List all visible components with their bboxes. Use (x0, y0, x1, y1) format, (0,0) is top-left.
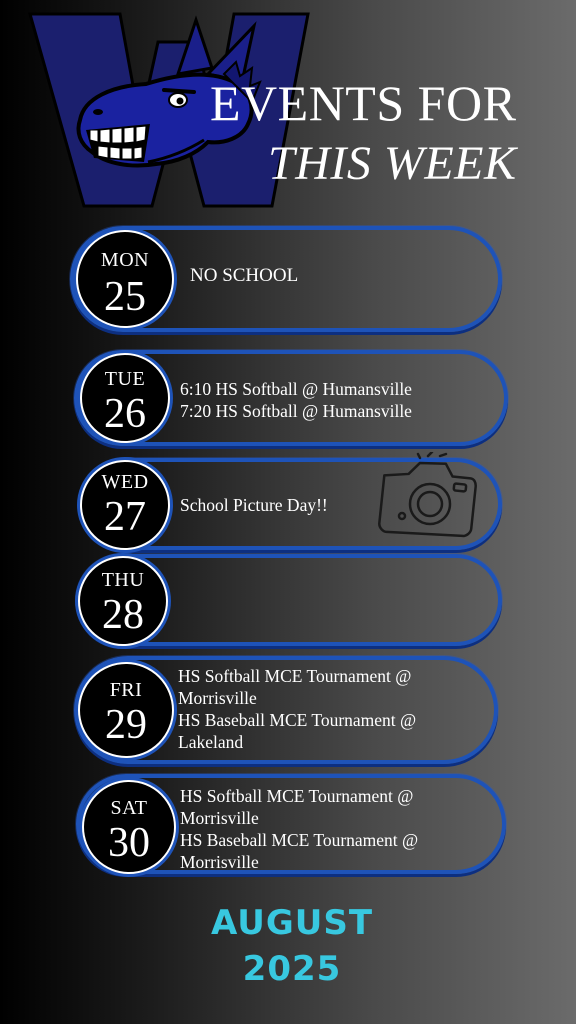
event-line: Morrisville (180, 852, 259, 872)
event-line: Morrisville (180, 808, 259, 828)
event-line: HS Baseball MCE Tournament @ (180, 830, 419, 850)
day-badge-sat (82, 780, 176, 874)
day-badge-mon (76, 230, 174, 328)
day-date-sat: 30 (108, 820, 150, 866)
day-date-tue: 26 (104, 391, 146, 437)
event-text-mon (190, 265, 298, 287)
day-date-wed: 27 (104, 494, 146, 540)
title-this-week: THIS WEEK (268, 137, 517, 190)
event-text-sat (180, 785, 418, 873)
event-text-tue (180, 378, 412, 422)
event-line: School Picture Day!! (180, 495, 328, 515)
day-name-sat: SAT (110, 797, 148, 819)
day-badge-thu (78, 556, 168, 646)
footer-month: AUGUST (210, 903, 374, 943)
title-events-for: EVENTS FOR (210, 75, 517, 131)
day-badge-fri (78, 662, 174, 758)
event-line: NO SCHOOL (190, 265, 299, 286)
day-date-mon: 25 (104, 274, 146, 320)
day-name-wed: WED (101, 471, 149, 493)
camera-icon (372, 452, 482, 548)
event-line: 6:10 HS Softball @ Humansville (180, 379, 412, 399)
day-date-thu: 28 (102, 592, 144, 638)
event-line: HS Softball MCE Tournament @ (180, 786, 414, 806)
day-name-thu: THU (101, 569, 145, 591)
event-line: HS Softball MCE Tournament @ (178, 666, 412, 686)
event-text-fri (178, 665, 416, 753)
day-name-mon: MON (100, 249, 150, 271)
footer-year: 2025 (242, 949, 342, 989)
event-text-wed (180, 494, 328, 516)
day-name-tue: TUE (104, 368, 146, 390)
event-line: HS Baseball MCE Tournament @ (178, 710, 417, 730)
event-line: Lakeland (178, 732, 244, 752)
day-badge-wed (80, 460, 170, 550)
event-line: 7:20 HS Softball @ Humansville (180, 401, 412, 421)
day-badge-tue (80, 353, 170, 443)
event-line: Morrisville (178, 688, 257, 708)
day-name-fri: FRI (109, 679, 143, 701)
day-date-fri: 29 (105, 702, 147, 748)
